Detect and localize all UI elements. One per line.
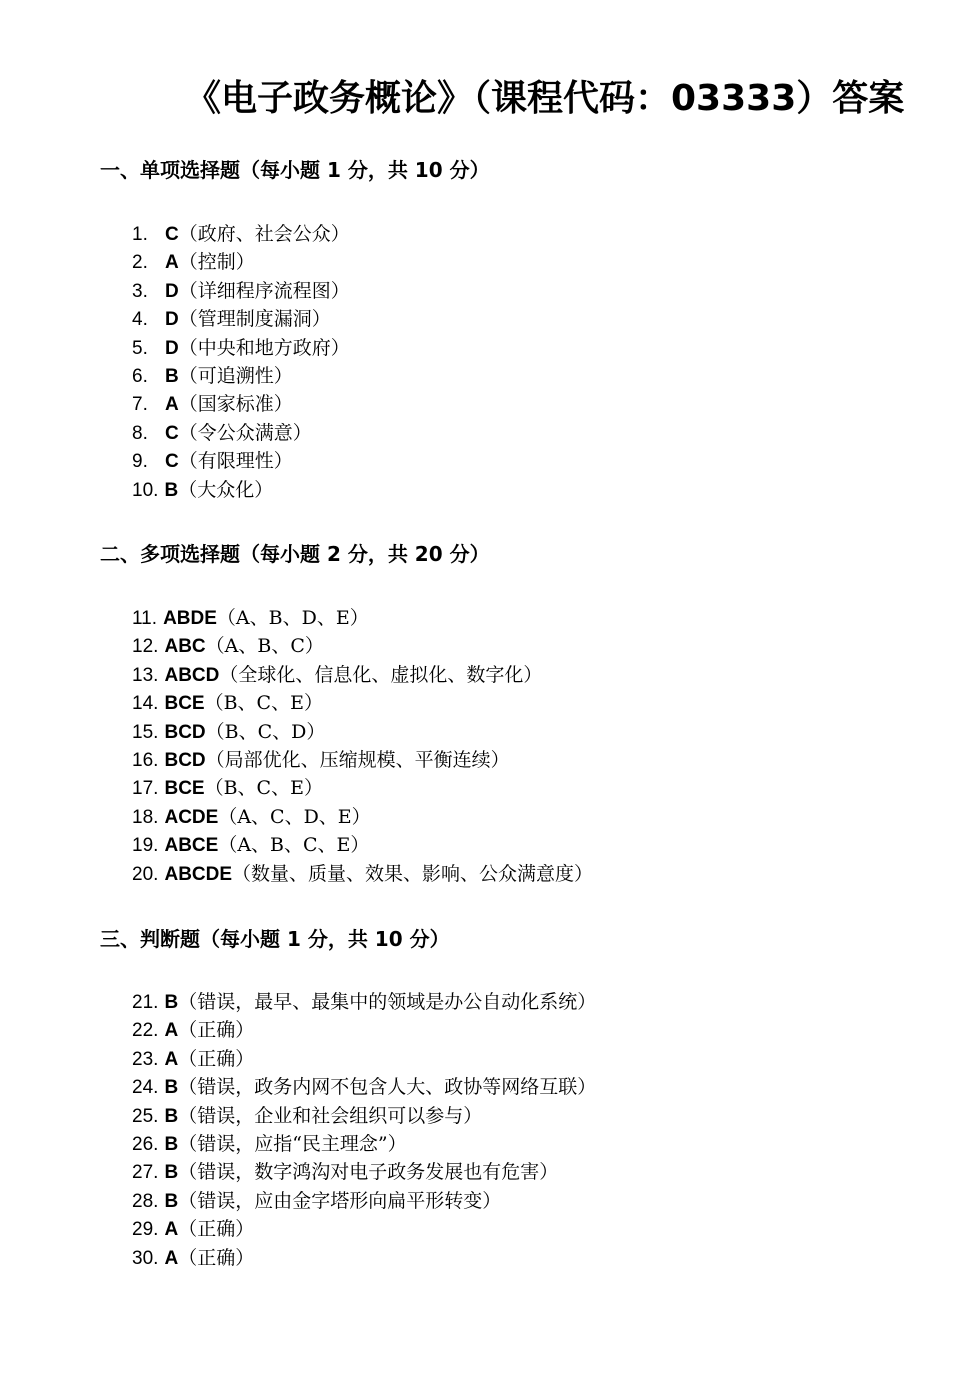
answer-item (132, 334, 350, 362)
answer-note: （A、B、C、E） (218, 834, 370, 857)
page-title: 《电子政务概论》（课程代码：03333）答案 (185, 78, 905, 119)
answer-item (132, 419, 350, 447)
answer-note: （正确） (178, 1019, 255, 1042)
answer-number: 22. (132, 1020, 159, 1042)
answer-key: A (164, 1048, 179, 1070)
answer-key: B (164, 992, 179, 1013)
answer-item (132, 1130, 596, 1158)
answer-note: （管理制度漏洞） (178, 308, 331, 331)
answer-key: ABCDE (164, 863, 233, 885)
answer-note: （错误，应指“民主理念”） (178, 1132, 407, 1155)
answer-key: ABC (164, 636, 206, 658)
answer-item (132, 447, 350, 475)
answer-number: 1. (132, 224, 148, 245)
answer-key: ABDE (163, 608, 217, 629)
answer-number: 18. (132, 806, 159, 828)
answer-item (132, 220, 350, 248)
answer-item (132, 803, 593, 831)
answer-key: D (165, 309, 179, 331)
answer-list (132, 604, 593, 888)
answer-item (132, 1073, 596, 1101)
answer-note: （A、B、D、E） (216, 607, 369, 629)
answer-note: （A、C、D、E） (218, 805, 371, 828)
answer-note: （局部优化、压缩规模、平衡连续） (205, 748, 510, 771)
answer-note: （B、C、E） (204, 692, 323, 715)
answer-number: 20. (132, 863, 159, 885)
answer-note: （数量、质量、效果、影响、公众满意度） (232, 862, 594, 885)
answer-number: 29. (132, 1219, 159, 1241)
answer-number: 11. (132, 608, 158, 629)
answer-item (132, 1158, 596, 1186)
answer-key: B (164, 1105, 179, 1127)
answer-key: ABCE (164, 835, 219, 857)
answer-note: （A、B、C） (205, 635, 324, 658)
answer-key: A (165, 252, 179, 274)
answer-item (132, 718, 593, 746)
answer-number: 23. (132, 1048, 159, 1070)
answer-key: C (165, 224, 179, 245)
answer-key: ABCD (164, 664, 220, 686)
answer-note: （有限理性） (178, 450, 293, 473)
answer-number: 16. (132, 749, 159, 771)
answer-number: 14. (132, 693, 159, 715)
answer-item (132, 689, 593, 717)
answer-note: （大众化） (178, 478, 274, 501)
answer-key: B (164, 479, 179, 501)
section-multiple-choice (100, 539, 594, 885)
answer-note: （正确） (178, 1218, 255, 1241)
answer-item (132, 1045, 596, 1073)
answer-number: 5. (132, 337, 148, 359)
answer-key: BCD (164, 721, 206, 743)
answer-note: （政府、社会公众） (178, 223, 350, 245)
answer-key: B (164, 1162, 179, 1184)
answer-number: 27. (132, 1162, 159, 1184)
answer-number: 25. (132, 1105, 159, 1127)
answer-number: 28. (132, 1190, 159, 1212)
answer-key: B (165, 365, 179, 387)
answer-item (132, 305, 350, 333)
answer-key: D (165, 337, 179, 359)
answer-note: （错误，数字鸿沟对电子政务发展也有危害） (178, 1161, 559, 1184)
answer-number: 3. (132, 280, 148, 302)
answer-key: C (165, 422, 179, 444)
answer-note: （错误，应由金字塔形向扁平形转变） (178, 1189, 502, 1212)
answer-note: （正确） (178, 1047, 255, 1070)
answer-item (132, 860, 593, 888)
answer-note: （错误，最早、最集中的领域是办公自动化系统） (178, 991, 597, 1013)
answer-note: （错误，企业和社会组织可以参与） (178, 1104, 483, 1127)
section-true-false (100, 924, 597, 1269)
answer-number: 8. (132, 422, 148, 444)
answer-number: 6. (132, 365, 148, 387)
answer-note: （令公众满意） (178, 421, 312, 444)
answer-note: （中央和地方政府） (178, 336, 350, 359)
answer-note: （全球化、信息化、虚拟化、数字化） (219, 663, 543, 686)
answer-note: （B、C、D） (205, 720, 326, 743)
answer-note: （控制） (178, 251, 255, 274)
answer-key: D (165, 280, 179, 302)
answer-item (132, 248, 350, 276)
answer-key: C (165, 451, 179, 473)
answer-number: 24. (132, 1077, 159, 1099)
answer-note: （错误，政务内网不包含人大、政协等网络互联） (178, 1076, 597, 1099)
answer-note: （国家标准） (178, 393, 293, 416)
section-heading: 二、多项选择题（每小题 2 分，共 20 分） (100, 542, 490, 566)
answer-list (132, 988, 596, 1272)
answer-key: A (164, 1219, 179, 1241)
answer-key: A (164, 1020, 179, 1042)
answer-item (132, 988, 596, 1016)
answer-number: 19. (132, 835, 159, 857)
answer-item (132, 362, 350, 390)
answer-item (132, 277, 350, 305)
answer-number: 10. (132, 479, 159, 501)
answer-item (132, 746, 593, 774)
answer-item (132, 1187, 596, 1215)
answer-note: （详细程序流程图） (178, 279, 350, 302)
answer-number: 12. (132, 636, 159, 658)
answer-item (132, 774, 593, 802)
answer-item (132, 390, 350, 418)
answer-key: BCD (164, 749, 206, 771)
section-heading: 一、单项选择题（每小题 1 分，共 10 分） (100, 158, 490, 182)
answer-number: 9. (132, 451, 148, 473)
answer-number: 17. (132, 778, 159, 800)
answer-key: B (164, 1133, 179, 1155)
answer-item (132, 831, 593, 859)
answer-key: A (164, 1247, 179, 1269)
answer-key: ACDE (164, 806, 219, 828)
answer-list (132, 220, 350, 504)
answer-key: A (165, 394, 179, 416)
section-heading: 三、判断题（每小题 1 分，共 10 分） (100, 927, 450, 951)
answer-number: 2. (132, 252, 148, 274)
answer-item (132, 1244, 596, 1272)
answer-number: 21. (132, 992, 159, 1013)
answer-number: 4. (132, 309, 148, 331)
answer-number: 13. (132, 664, 159, 686)
answer-key: BCE (164, 693, 205, 715)
section-single-choice (100, 155, 490, 501)
answer-item (132, 476, 350, 504)
answer-item (132, 604, 593, 632)
answer-key: B (164, 1077, 179, 1099)
answer-note: （可追溯性） (178, 364, 293, 387)
answer-number: 15. (132, 721, 159, 743)
answer-note: （正确） (178, 1246, 255, 1269)
answer-key: BCE (164, 778, 205, 800)
answer-item (132, 1215, 596, 1243)
answer-item (132, 1102, 596, 1130)
answer-item (132, 632, 593, 660)
answer-number: 30. (132, 1247, 159, 1269)
answer-note: （B、C、E） (204, 777, 323, 800)
answer-key: B (164, 1190, 179, 1212)
answer-number: 7. (132, 394, 148, 416)
answer-item (132, 1016, 596, 1044)
answer-number: 26. (132, 1133, 159, 1155)
answer-item (132, 661, 593, 689)
